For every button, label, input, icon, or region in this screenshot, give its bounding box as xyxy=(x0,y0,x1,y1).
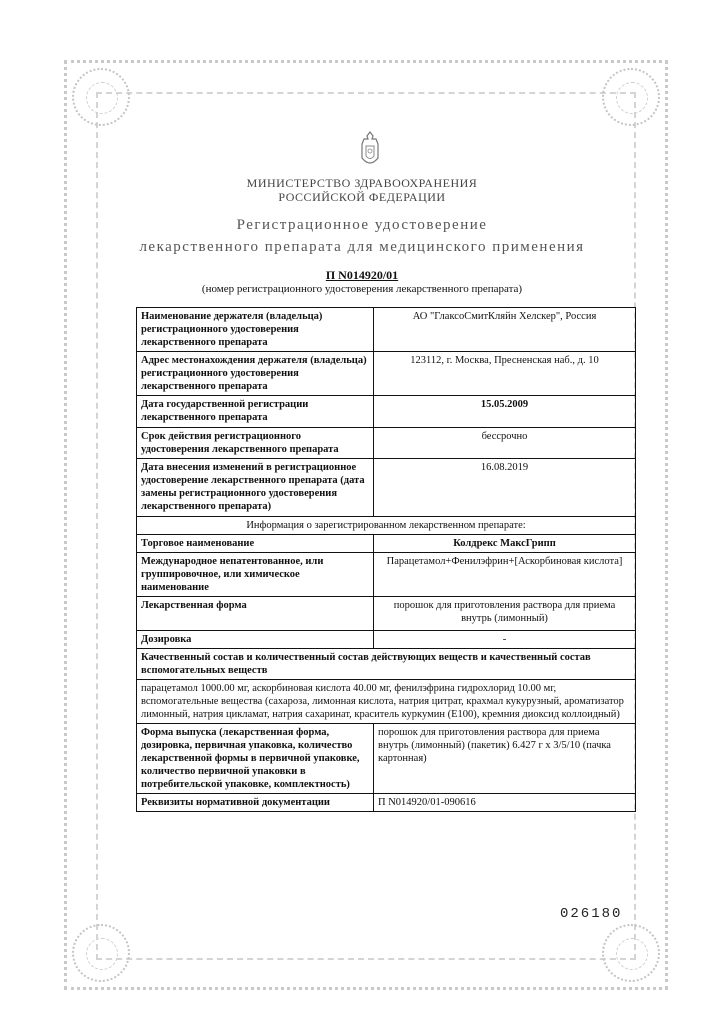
holder-address-label: Адрес местонахождения держателя (владельца) регистрационного удостоверения лекарственного препарата xyxy=(137,352,374,396)
corner-ornament-top-right xyxy=(602,68,660,126)
composition-heading: Качественный состав и количественный состав действующих веществ и качественный состав вспомогательных веществ xyxy=(137,649,636,680)
table-row xyxy=(137,649,636,680)
trade-name-label: Торговое наименование xyxy=(137,535,374,553)
table-row xyxy=(137,597,636,631)
ministry-heading xyxy=(0,176,724,204)
ministry-line-2: РОССИЙСКОЙ ФЕДЕРАЦИИ xyxy=(278,190,446,204)
document-title xyxy=(0,214,724,258)
table-row xyxy=(137,428,636,459)
validity-period-label: Срок действия регистрационного удостоверения лекарственного препарата xyxy=(137,428,374,459)
release-form-value: порошок для приготовления раствора для приема внутрь (лимонный) (пакетик) 6.427 г x 3/5/10 (пачка картонная) xyxy=(374,724,636,794)
table-row xyxy=(137,680,636,724)
normative-docs-value: П N014920/01-090616 xyxy=(374,794,636,812)
registration-date-value: 15.05.2009 xyxy=(374,396,636,428)
table-row xyxy=(137,352,636,396)
inn-label: Международное непатентованное, или группировочное, или химическое наименование xyxy=(137,553,374,597)
inn-value: Парацетамол+Фенилэфрин+[Аскорбиновая кислота] xyxy=(374,553,636,597)
table-row xyxy=(137,553,636,597)
corner-ornament-bottom-right xyxy=(602,924,660,982)
table-row xyxy=(137,517,636,535)
dosage-form-value: порошок для приготовления раствора для приема внутрь (лимонный) xyxy=(374,597,636,631)
table-row xyxy=(137,631,636,649)
amendment-date-label: Дата внесения изменений в регистрационное удостоверение лекарственного препарата (дата замены регистрационного удостоверения лекарственного препарата) xyxy=(137,459,374,517)
coat-of-arms-icon xyxy=(359,130,381,170)
table-row xyxy=(137,459,636,517)
document-title-line-2: лекарственного препарата для медицинского применения xyxy=(139,239,585,255)
amendment-date-value: 16.08.2019 xyxy=(374,459,636,517)
dosage-label: Дозировка xyxy=(137,631,374,649)
dosage-form-label: Лекарственная форма xyxy=(137,597,374,631)
holder-address-value: 123112, г. Москва, Пресненская наб., д. 10 xyxy=(374,352,636,396)
dosage-value: - xyxy=(374,631,636,649)
normative-docs-label: Реквизиты нормативной документации xyxy=(137,794,374,812)
table-row xyxy=(137,794,636,812)
ministry-line-1: МИНИСТЕРСТВО ЗДРАВООХРАНЕНИЯ xyxy=(246,176,478,190)
document-title-line-1: Регистрационное удостоверение xyxy=(236,217,488,233)
registration-date-label: Дата государственной регистрации лекарственного препарата xyxy=(137,396,374,428)
registration-number: П N014920/01 xyxy=(325,268,399,282)
table-row xyxy=(137,396,636,428)
holder-name-value: АО "ГлаксоСмитКляйн Хелскер", Россия xyxy=(374,308,636,352)
composition-text: парацетамол 1000.00 мг, аскорбиновая кислота 40.00 мг, фенилэфрина гидрохлорид 10.00 мг, вспомогательные вещества (сахароза, лимонная кислота, натрия цитрат, крахмал кукурузный, ароматизатор лимонный, натрия цикламат, натрия сахаринат, краситель куркумин (E100), кремния диоксид коллоидный) xyxy=(137,680,636,724)
registration-table xyxy=(136,307,636,812)
table-row xyxy=(137,535,636,553)
table-row xyxy=(137,308,636,352)
release-form-label: Форма выпуска (лекарственная форма, дозировка, первичная упаковка, количество лекарственной формы в первичной упаковке, количество первичной упаковки в потребительской упаковке, комплектность) xyxy=(137,724,374,794)
table-row xyxy=(137,724,636,794)
validity-period-value: бессрочно xyxy=(374,428,636,459)
corner-ornament-bottom-left xyxy=(72,924,130,982)
drug-info-header: Информация о зарегистрированном лекарственном препарате: xyxy=(137,517,636,535)
serial-number: 026180 xyxy=(560,906,623,922)
trade-name-value: Колдрекс МаксГрипп xyxy=(374,535,636,553)
corner-ornament-top-left xyxy=(72,68,130,126)
registration-number-caption: (номер регистрационного удостоверения лекарственного препарата) xyxy=(201,283,523,295)
holder-name-label: Наименование держателя (владельца) регистрационного удостоверения лекарственного препарата xyxy=(137,308,374,352)
